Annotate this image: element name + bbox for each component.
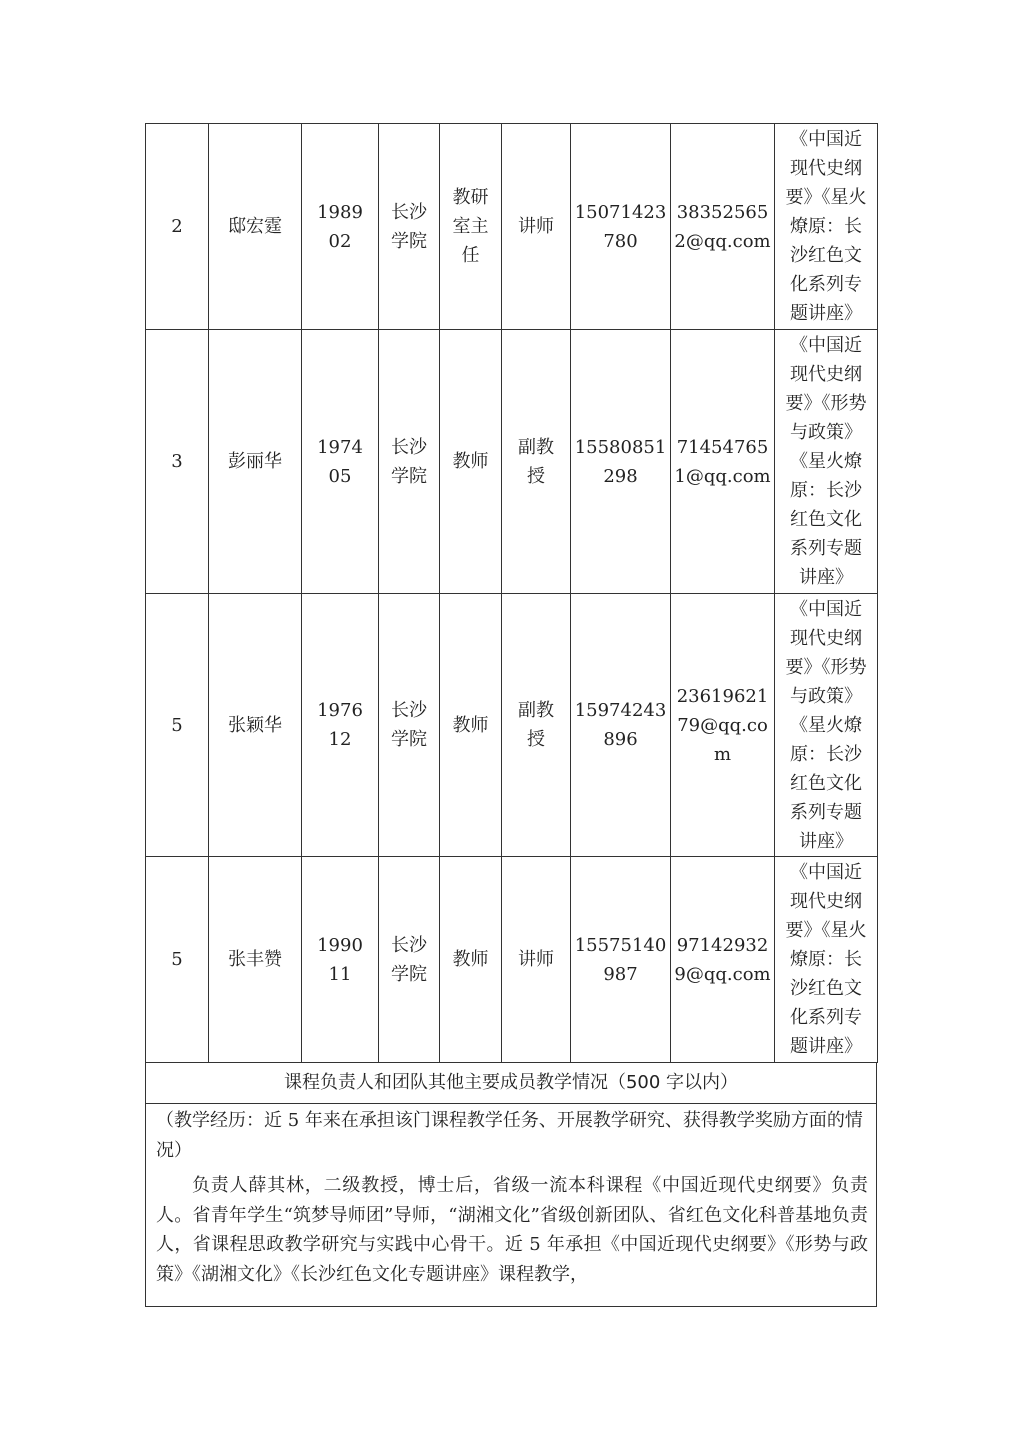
team-members-table [145, 123, 878, 1063]
email-address: 71454765 1@qq.com [671, 330, 775, 594]
form-page [145, 123, 877, 1307]
email-address: 38352565 2@qq.com [671, 124, 775, 330]
email-address: 23619621 79@qq.co m [671, 594, 775, 857]
section-body [146, 1104, 876, 1306]
member-name: 邸宏霆 [209, 124, 302, 330]
teaching-section [145, 1063, 877, 1307]
birth-date: 1974 05 [302, 330, 379, 594]
work-unit: 长沙 学院 [379, 124, 440, 330]
phone-number: 15071423 780 [571, 124, 671, 330]
professional-title: 副教 授 [502, 594, 571, 857]
birth-date: 1976 12 [302, 594, 379, 857]
courses-taught: 《中国近 现代史纲 要》《形势 与政策》 《星火燎 原：长沙 红色文化 系列专题 讲座》 [775, 594, 878, 857]
row-number: 3 [146, 330, 209, 594]
member-name: 张颖华 [209, 594, 302, 857]
section-note: （教学经历：近 5 年来在承担该门课程教学任务、开展教学研究、获得教学奖励方面的情况） [156, 1110, 863, 1161]
row-number: 5 [146, 857, 209, 1063]
table-row [146, 124, 878, 330]
professional-title: 讲师 [502, 124, 571, 330]
member-name: 彭丽华 [209, 330, 302, 594]
professional-title: 副教 授 [502, 330, 571, 594]
member-name: 张丰赞 [209, 857, 302, 1063]
phone-number: 15580851 298 [571, 330, 671, 594]
position: 教研 室主 任 [440, 124, 502, 330]
position: 教师 [440, 330, 502, 594]
phone-number: 15974243 896 [571, 594, 671, 857]
phone-number: 15575140 987 [571, 857, 671, 1063]
birth-date: 1989 02 [302, 124, 379, 330]
courses-taught: 《中国近 现代史纲 要》《星火 燎原：长 沙红色文 化系列专 题讲座》 [775, 124, 878, 330]
row-number: 5 [146, 594, 209, 857]
courses-taught: 《中国近 现代史纲 要》《星火 燎原：长 沙红色文 化系列专 题讲座》 [775, 857, 878, 1063]
work-unit: 长沙 学院 [379, 594, 440, 857]
birth-date: 1990 11 [302, 857, 379, 1063]
table-row [146, 594, 878, 857]
table-row [146, 330, 878, 594]
work-unit: 长沙 学院 [379, 857, 440, 1063]
position: 教师 [440, 857, 502, 1063]
section-title: 课程负责人和团队其他主要成员教学情况（500 字以内） [146, 1063, 876, 1104]
email-address: 97142932 9@qq.com [671, 857, 775, 1063]
section-paragraph: 负责人薛其林，二级教授，博士后，省级一流本科课程《中国近现代史纲要》负责人。省青年学生“筑梦导师团”导师，“湖湘文化”省级创新团队、省红色文化科普基地负责人，省课程思政教学研究与实践中心骨干。近 5 年承担《中国近现代史纲要》《形势与政策》《湖湘文化》《长沙红色文化专题讲座》课程教学， [156, 1175, 868, 1285]
professional-title: 讲师 [502, 857, 571, 1063]
position: 教师 [440, 594, 502, 857]
table-row [146, 857, 878, 1063]
row-number: 2 [146, 124, 209, 330]
courses-taught: 《中国近 现代史纲 要》《形势 与政策》 《星火燎 原：长沙 红色文化 系列专题 讲座》 [775, 330, 878, 594]
work-unit: 长沙 学院 [379, 330, 440, 594]
